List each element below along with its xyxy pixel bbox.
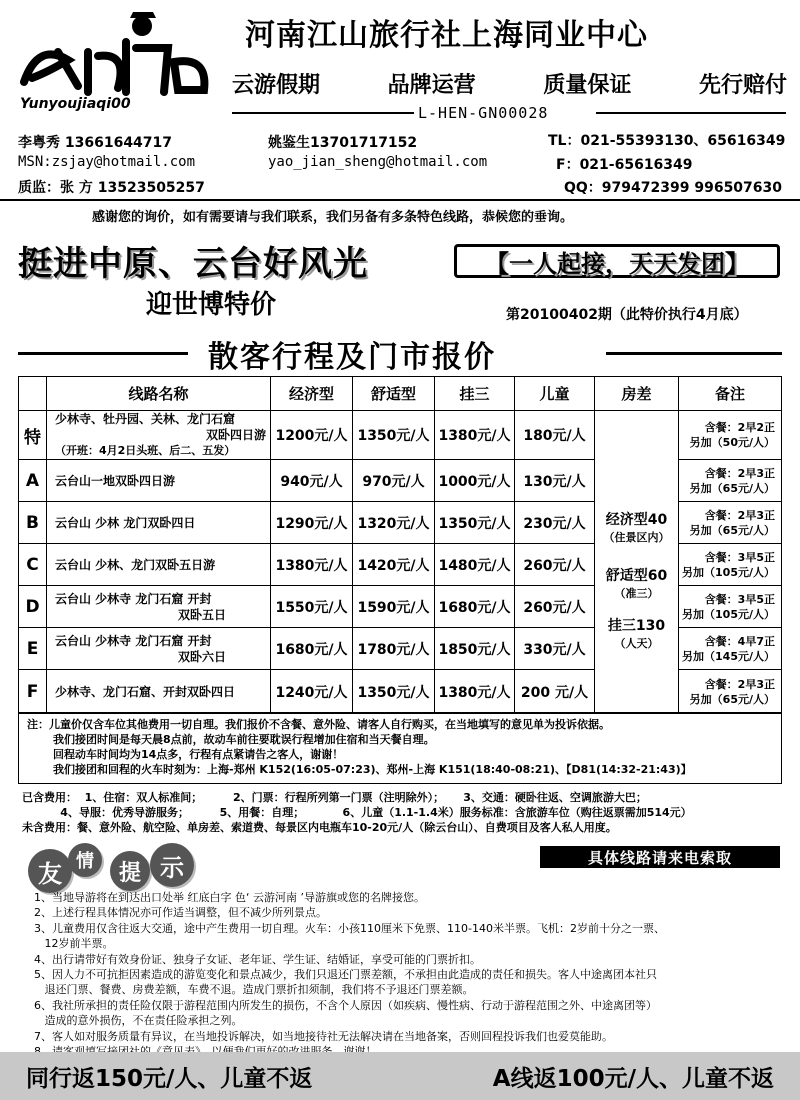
room-diff-three-note: （人天） <box>614 637 659 650</box>
tip-item: 5、因人力不可抗拒因素造成的游览变化和景点减少，我们只退还门票差额，不承担由此造成的责任和损失。客人中途离团本社只 <box>34 968 657 982</box>
tip-item: 2、上述行程具体情况亦可作适当调整，但不减少所列景点。 <box>34 906 327 920</box>
license-rule-left <box>232 112 414 114</box>
section-title: 散客行程及门市报价 <box>208 340 496 375</box>
th-comfort: 舒适型 <box>353 377 435 411</box>
note-line: 另加（105元/人） <box>682 607 775 621</box>
section-rule-right <box>606 352 782 355</box>
logo-graphic <box>18 12 218 112</box>
row-code: F <box>19 670 47 714</box>
row-note <box>679 628 782 670</box>
price-child: 200 元/人 <box>515 670 595 714</box>
note-line: 另加（145元/人） <box>682 649 775 663</box>
price-child: 260元/人 <box>515 586 595 628</box>
note-line: 另加（65元/人） <box>689 523 775 537</box>
note-line: 含餐：2早3正 <box>704 677 775 691</box>
row-code: B <box>19 502 47 544</box>
row-route <box>47 586 271 628</box>
contact-qq: QQ：979472399 996507630 <box>564 180 783 196</box>
price-comfort: 1350元/人 <box>353 411 435 460</box>
agency-logo <box>18 12 218 112</box>
price-three: 1380元/人 <box>435 670 515 714</box>
row-route <box>47 460 271 502</box>
th-three: 挂三 <box>435 377 515 411</box>
route-line: （开班：4月2日头班、后二、五发） <box>55 444 236 457</box>
footer-rebate-peer: 同行返150元/人、儿童不返 <box>26 1065 313 1092</box>
row-note <box>679 411 782 460</box>
tips-list <box>34 890 784 1059</box>
price-economy: 1550元/人 <box>271 586 353 628</box>
issue-number: 第20100402期（此特价执行4月底） <box>506 307 748 323</box>
route-line: 云台山 少林寺 龙门石窟 开封 <box>55 633 212 648</box>
row-code: E <box>19 628 47 670</box>
row-route <box>47 502 271 544</box>
price-child: 330元/人 <box>515 628 595 670</box>
tips-char-3: 提 <box>110 851 150 891</box>
note-line: 另加（105元/人） <box>682 565 775 579</box>
table-row <box>19 411 782 460</box>
row-note <box>679 586 782 628</box>
price-child: 260元/人 <box>515 544 595 586</box>
license-rule-right <box>596 112 786 114</box>
section-rule-left <box>18 352 188 355</box>
tip-item: 6、我社所承担的责任险仅限于游程范围内所发生的损伤，不含个人原因（如疾病、慢性病、行动于游程范围之外、中途离团等） <box>34 998 657 1012</box>
room-diff-economy-note: （住景区内） <box>603 531 670 544</box>
th-route: 线路名称 <box>47 377 271 411</box>
price-economy: 940元/人 <box>271 460 353 502</box>
route-line: 云台山 少林、龙门双卧五日游 <box>55 557 216 572</box>
tips-char-2: 情 <box>68 843 102 877</box>
route-line: 双卧五日 <box>177 607 226 622</box>
price-economy: 1240元/人 <box>271 670 353 714</box>
tip-item: 1、当地导游将在到达出口处举 红底白字 色‘ 云游河南 ’导游旗或您的名牌接您。 <box>34 891 425 904</box>
note-line: 注：儿童价仅含车位其他费用一切自理。我们报价不含餐、意外险、请客人自行购买，在当地填写的意见单为投诉依据。 <box>27 718 610 731</box>
th-room-diff: 房差 <box>595 377 679 411</box>
price-comfort: 1420元/人 <box>353 544 435 586</box>
room-diff-comfort: 舒适型60 <box>605 568 668 584</box>
note-line: 含餐：2早3正 <box>704 466 775 480</box>
price-three: 1680元/人 <box>435 586 515 628</box>
tips-char-4: 示 <box>150 843 194 887</box>
license-number: L-HEN-GN00028 <box>418 104 549 122</box>
price-table <box>18 376 782 714</box>
contact-li: 李粤秀 13661644717 <box>18 135 173 151</box>
route-line: 双卧四日游 <box>205 428 266 442</box>
room-diff-three: 挂三130 <box>607 618 666 634</box>
th-economy: 经济型 <box>271 377 353 411</box>
price-economy: 1680元/人 <box>271 628 353 670</box>
tip-item: 造成的意外损伤，不在责任险承担之列。 <box>34 1014 243 1028</box>
footer-rebate-a-line: A线返100元/人、儿童不返 <box>492 1065 774 1092</box>
row-route <box>47 411 271 460</box>
note-line: 我们接团时间是每天晨8点前，故动车前往要耽误行程增加住宿和当天餐自理。 <box>53 733 435 746</box>
note-line: 含餐：3早5正 <box>704 592 775 606</box>
row-route <box>47 628 271 670</box>
route-line: 云台山 少林 龙门双卧四日 <box>55 515 196 530</box>
contact-tel: TL：021-55393130、65616349 <box>548 133 786 149</box>
row-note <box>679 460 782 502</box>
fees-section <box>22 790 782 835</box>
contact-fax: F：021-65616349 <box>556 157 693 173</box>
price-child: 180元/人 <box>515 411 595 460</box>
expo-special: 迎世博特价 <box>146 290 277 320</box>
row-code: 特 <box>19 411 47 460</box>
th-code <box>19 377 47 411</box>
fees-excluded: 未含费用：餐、意外险、航空险、单房差、索道费、每景区内电瓶车10-20元/人（除云台山）、自费项目及客人私人用度。 <box>22 821 617 834</box>
contact-qc: 质监：张 方 13523505257 <box>18 180 205 196</box>
note-line: 含餐：2早2正 <box>704 421 775 434</box>
price-comfort: 1780元/人 <box>353 628 435 670</box>
price-comfort: 1350元/人 <box>353 670 435 714</box>
price-economy: 1380元/人 <box>271 544 353 586</box>
note-line: 含餐：2早3正 <box>704 508 775 522</box>
thanks-text: 感谢您的询价，如有需要请与我们联系，我们另备有多条特色线路，恭候您的垂询。 <box>92 210 574 225</box>
price-three: 1000元/人 <box>435 460 515 502</box>
footer-rebate-bar <box>0 1052 800 1100</box>
contact-email: yao_jian_sheng@hotmail.com <box>268 154 488 170</box>
price-child: 130元/人 <box>515 460 595 502</box>
logo-pinyin: Yunyoujiaqi00 <box>20 96 131 112</box>
price-comfort: 970元/人 <box>353 460 435 502</box>
row-note <box>679 544 782 586</box>
tip-item: 7、客人如对服务质量有异议，在当地投诉解决，如当地接待社无法解决请在当地备案，否则回程投诉我们也爱莫能助。 <box>34 1029 613 1043</box>
price-three: 1850元/人 <box>435 628 515 670</box>
tip-item: 3、儿童费用仅含往返大交通，途中产生费用一切自理。火车：小孩110厘米下免票、110-140米半票。飞机：2岁前十分之一票、 <box>34 921 665 935</box>
row-route <box>47 544 271 586</box>
note-line: 含餐：4早7正 <box>704 634 775 648</box>
price-economy: 1200元/人 <box>271 411 353 460</box>
price-comfort: 1320元/人 <box>353 502 435 544</box>
headline: 挺进中原、云台好风光 <box>18 244 368 284</box>
contact-yao: 姚鉴生13701717152 <box>268 135 418 151</box>
row-code: D <box>19 586 47 628</box>
contact-msn: MSN:zsjay@hotmail.com <box>18 154 196 170</box>
th-child: 儿童 <box>515 377 595 411</box>
note-line: 另加（50元/人） <box>689 436 775 449</box>
agency-name: 河南江山旅行社上海同业中心 <box>245 18 648 53</box>
tips-char-1: 友 <box>28 849 72 893</box>
slogan-3: 质量保证 <box>543 73 632 98</box>
price-comfort: 1590元/人 <box>353 586 435 628</box>
route-line: 云台山一地双卧四日游 <box>55 473 176 488</box>
slogans <box>232 68 787 99</box>
row-note <box>679 502 782 544</box>
price-three: 1380元/人 <box>435 411 515 460</box>
route-line: 双卧六日 <box>177 649 226 664</box>
note-line: 另加（65元/人） <box>689 692 775 706</box>
row-route <box>47 670 271 714</box>
th-note: 备注 <box>679 377 782 411</box>
note-line: 我们接团和回程的火车时刻为：上海-郑州 K152(16:05-07:23)、郑州-上海 K151(18:40-08:21)、【D81(14:32-21:43)】 <box>53 763 692 776</box>
tip-item: 退还门票、餐费、房费差额，车费不退。造成门票折扣须制，我们将不予退还门票差额。 <box>34 983 474 997</box>
price-three: 1350元/人 <box>435 502 515 544</box>
slogan-4: 先行赔付 <box>698 73 787 98</box>
departure-badge: 【一人起接，天天发团】 <box>454 244 780 278</box>
route-line: 少林寺、龙门石窟、开封双卧四日 <box>55 684 236 699</box>
notes-box <box>18 712 782 784</box>
note-line: 另加（65元/人） <box>689 481 775 495</box>
slogan-1: 云游假期 <box>232 73 321 98</box>
price-child: 230元/人 <box>515 502 595 544</box>
row-note <box>679 670 782 714</box>
slogan-2: 品牌运营 <box>387 73 476 98</box>
note-line: 回程动车时间均为14点多，行程有点紧请告之客人，谢谢！ <box>53 748 344 761</box>
price-three: 1480元/人 <box>435 544 515 586</box>
table-header-row <box>19 377 782 411</box>
note-line: 含餐：3早5正 <box>704 550 775 564</box>
route-line: 云台山 少林寺 龙门石窟 开封 <box>55 591 212 606</box>
tip-item: 12岁前半票。 <box>34 937 114 951</box>
fees-included-1: 已含费用： 1、住宿：双人标准间； 2、门票：行程所列第一门票（注明除外）； 3、交通：硬卧往返、空调旅游大巴； <box>22 791 647 804</box>
row-code: C <box>19 544 47 586</box>
room-diff-economy: 经济型40 <box>605 512 668 528</box>
row-code: A <box>19 460 47 502</box>
room-diff-cell <box>595 411 679 714</box>
header-divider <box>0 199 800 201</box>
room-diff-comfort-note: （准三） <box>614 587 659 600</box>
call-for-details-badge: 具体线路请来电索取 <box>540 846 780 868</box>
tip-item: 4、出行请带好有效身份证、独身子女证、老年证、学生证、结婚证，享受可能的门票折扣。 <box>34 952 481 966</box>
price-economy: 1290元/人 <box>271 502 353 544</box>
fees-included-2: 4、导服：优秀导游服务； 5、用餐：自理； 6、儿童（1.1-1.4米）服务标准：含旅游车位（购往返票需加514元） <box>22 806 692 819</box>
route-line: 少林寺、牡丹园、关林、龙门石窟 <box>55 412 236 426</box>
